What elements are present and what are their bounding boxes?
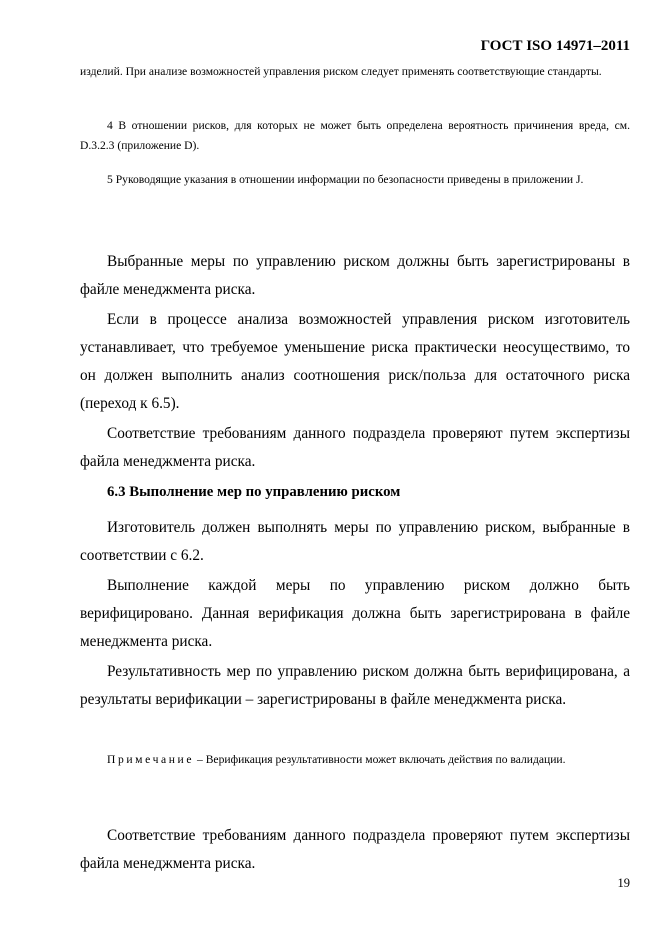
paragraph-selected-measures: Выбранные меры по управлению риском должны быть зарегистрированы в файле менеджмента риска. [80, 253, 630, 298]
page-number: 19 [617, 876, 630, 890]
note-label: Примечание [107, 753, 195, 766]
note-4: 4 В отношении рисков, для которых не может быть определена вероятность причинения вреда, см. D.3.2.3 (приложение D). [80, 119, 630, 152]
note-validation [80, 750, 630, 770]
paragraph-risk-benefit: Если в процессе анализа возможностей управления риском изготовитель устанавливает, что требуемое уменьшение риска практически неосуществимо, то он должен выполнить анализ соотношения риск/польза для остаточного риска (переход к 6.5). [80, 311, 630, 412]
paragraph-compliance-2: Соответствие требованиям данного подраздела проверяют путем экспертизы файла менеджмента риска. [80, 827, 630, 872]
paragraph-effectiveness: Результативность мер по управлению риском должна быть верифицирована, а результаты верификации – зарегистрированы в файле менеджмента риска. [80, 663, 630, 708]
section-heading: 6.3 Выполнение мер по управлению риском [107, 484, 401, 500]
note-text: – Верификация результативности может включать действия по валидации. [194, 753, 566, 766]
paragraph-implement-measures: Изготовитель должен выполнять меры по управлению риском, выбранные в соответствии с 6.2. [80, 519, 630, 564]
paragraph-compliance-1: Соответствие требованиям данного подраздела проверяют путем экспертизы файла менеджмента риска. [80, 425, 630, 470]
note-continuation: изделий. При анализе возможностей управления риском следует применять соответствующие стандарты. [80, 65, 602, 78]
note-5: 5 Руководящие указания в отношении информации по безопасности приведены в приложении J. [107, 173, 584, 186]
document-header: ГОСТ ISO 14971–2011 [480, 38, 630, 54]
paragraph-verification: Выполнение каждой меры по управлению риском должно быть верифицировано. Данная верификация должна быть зарегистрирована в файле менеджмента риска. [80, 577, 630, 650]
